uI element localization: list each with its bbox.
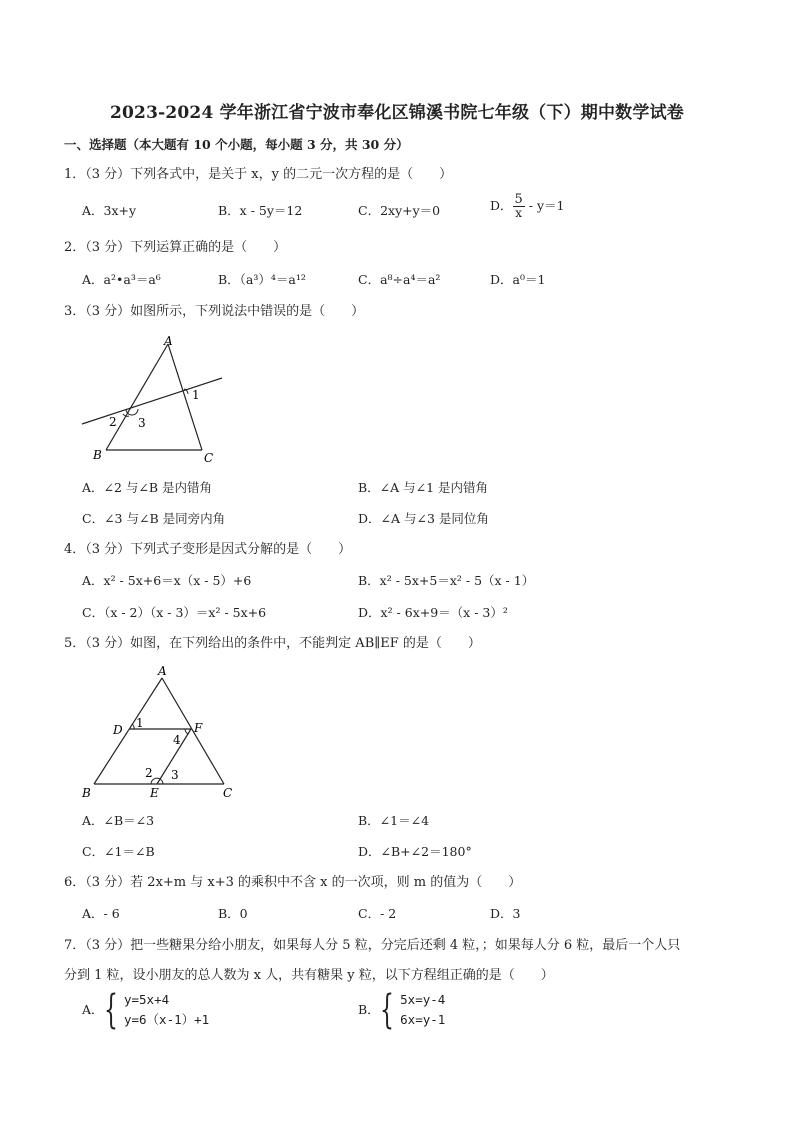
left-brace-icon: { [103, 987, 118, 1033]
q6-option-a[interactable]: A．- 6 [82, 906, 120, 921]
q1-option-b[interactable]: B．x - 5y＝12 [218, 203, 303, 218]
question-3-stem: 3．（3 分）如图所示，下列说法中错误的是（ ） [64, 304, 365, 319]
question-7-stem-line-2: 分到 1 粒，设小朋友的总人数为 x 人，共有糖果 y 粒，以下方程组正确的是（ ） [64, 968, 554, 983]
question-4-stem: 4．（3 分）下列式子变形是因式分解的是（ ） [64, 542, 352, 557]
q7-option-b-prefix: B． [358, 1002, 380, 1017]
fraction [513, 193, 525, 220]
label-a: A [164, 334, 173, 348]
q4-option-b[interactable]: B．x² - 5x+5＝x² - 5（x - 1） [358, 573, 535, 588]
section-heading: 一、选择题（本大题有 10 个小题，每小题 3 分，共 30 分） [64, 137, 409, 152]
q3-option-d[interactable]: D．∠A 与∠3 是同位角 [358, 511, 489, 526]
label-e: E [150, 786, 159, 800]
q5-triangle-figure [78, 660, 248, 805]
q6-option-b[interactable]: B．0 [218, 906, 248, 921]
label-3: 3 [171, 768, 179, 782]
label-1: 1 [192, 388, 200, 402]
side-ab [106, 344, 168, 450]
equation-2: 6x=y-1 [400, 1012, 446, 1027]
q1-option-d-suffix: - y＝1 [528, 198, 565, 213]
q1-option-d[interactable] [490, 193, 565, 220]
label-c: C [204, 451, 214, 465]
label-2: 2 [109, 415, 117, 429]
page-title: 2023-2024 学年浙江省宁波市奉化区锦溪书院七年级（下）期中数学试卷 [109, 103, 684, 123]
label-2: 2 [145, 766, 153, 780]
q5-option-d[interactable]: D．∠B+∠2＝180° [358, 844, 472, 859]
label-d: D [113, 723, 123, 737]
label-3: 3 [138, 416, 146, 430]
label-4: 4 [173, 733, 181, 747]
fraction-denominator: x [515, 206, 523, 220]
q5-option-a[interactable]: A．∠B＝∠3 [82, 813, 155, 828]
question-6-stem: 6．（3 分）若 2x+m 与 x+3 的乘积中不含 x 的一次项，则 m 的值为（ ） [64, 875, 522, 890]
q6-option-c[interactable]: C．- 2 [358, 906, 397, 921]
q4-option-a[interactable]: A．x² - 5x+6＝x（x - 5）+6 [82, 573, 252, 588]
q7-option-b[interactable] [358, 987, 446, 1033]
equation-system [124, 990, 209, 1030]
transversal-line [82, 378, 222, 424]
q4-option-d[interactable]: D．x² - 6x+9＝（x - 3）² [358, 605, 508, 620]
label-b: B [82, 786, 91, 800]
q5-option-b[interactable]: B．∠1＝∠4 [358, 813, 430, 828]
q1-option-a[interactable]: A．3x+y [82, 203, 137, 218]
q5-option-c[interactable]: C．∠1＝∠B [82, 844, 155, 859]
equation-2: y=6（x-1）+1 [123, 1012, 210, 1027]
q7-option-a[interactable] [82, 987, 210, 1033]
q6-option-d[interactable]: D．3 [490, 906, 521, 921]
question-7-stem-line-1: 7．（3 分）把一些糖果分给小朋友，如果每人分 5 粒，分完后还剩 4 粒，；如果每人分 6 粒，最后一个人只 [64, 938, 681, 953]
label-f: F [194, 721, 203, 735]
q3-option-a[interactable]: A．∠2 与∠B 是内错角 [82, 480, 213, 495]
label-a: A [158, 664, 167, 678]
q4-option-c[interactable]: C．（x - 2）（x - 3）＝x² - 5x+6 [82, 605, 267, 620]
equation-system [400, 990, 445, 1030]
question-2-stem: 2．（3 分）下列运算正确的是（ ） [64, 240, 287, 255]
label-b: B [93, 448, 102, 462]
q2-option-a[interactable]: A．a²•a³＝a⁶ [82, 272, 161, 287]
angle-1-arc [132, 724, 134, 729]
q1-option-d-prefix: D． [490, 198, 513, 213]
equation-1: 5x=y-4 [400, 992, 446, 1007]
q2-option-b[interactable]: B．（a³）⁴＝a¹² [218, 272, 306, 287]
label-c: C [223, 786, 233, 800]
angle-4-arc [185, 729, 188, 734]
question-1-stem: 1．（3 分）下列各式中，是关于 x，y 的二元一次方程的是（ ） [64, 167, 453, 182]
angle-3-arc [160, 779, 163, 784]
q3-triangle-figure [76, 330, 236, 470]
q3-option-c[interactable]: C．∠3 与∠B 是同旁内角 [82, 511, 226, 526]
equation-1: y=5x+4 [123, 992, 170, 1007]
left-brace-icon: { [379, 987, 394, 1033]
q1-option-c[interactable]: C．2xy+y＝0 [358, 203, 441, 218]
question-5-stem: 5．（3 分）如图，在下列给出的条件中，不能判定 AB∥EF 的是（ ） [64, 636, 481, 651]
q2-option-d[interactable]: D．a⁰＝1 [490, 272, 546, 287]
fraction-numerator: 5 [514, 192, 523, 207]
q7-option-a-prefix: A． [82, 1002, 104, 1017]
q3-option-b[interactable]: B．∠A 与∠1 是内错角 [358, 480, 489, 495]
label-1: 1 [136, 716, 144, 730]
q2-option-c[interactable]: C．a⁸÷a⁴＝a² [358, 272, 441, 287]
